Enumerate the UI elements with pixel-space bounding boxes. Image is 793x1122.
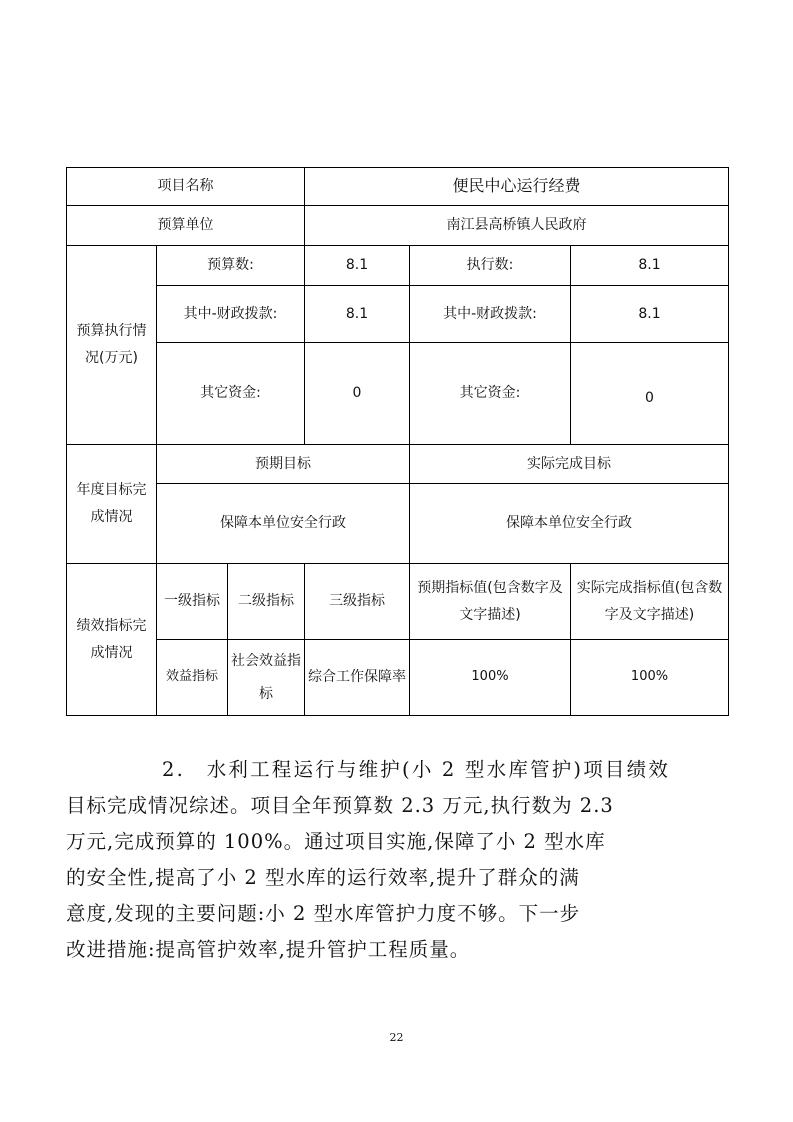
fiscal-label-left: 其中-财政拨款:	[157, 286, 305, 343]
project-summary-paragraph	[66, 752, 682, 968]
budget-unit-value: 南江县高桥镇人民政府	[305, 206, 729, 246]
annual-goal-label-line2: 成情况	[90, 509, 133, 525]
exec-num-label: 执行数:	[410, 246, 571, 286]
expected-value: 100%	[410, 640, 571, 716]
level1-indicator-header: 一级指标	[157, 564, 228, 640]
paragraph-line: 万元,完成预算的 100%。通过项目实施,保障了小 2 型水库	[66, 830, 606, 853]
expected-goal-value: 保障本单位安全行政	[157, 484, 410, 564]
other-funds-value-right: 0	[571, 343, 729, 445]
budget-num-value: 8.1	[305, 246, 410, 286]
fiscal-value-left: 8.1	[305, 286, 410, 343]
level3-indicator-value: 综合工作保障率	[305, 640, 410, 716]
actual-value: 100%	[571, 640, 729, 716]
project-name-label: 项目名称	[67, 168, 305, 206]
other-funds-label-right: 其它资金:	[410, 343, 571, 445]
performance-indicator-label-line2: 成情况	[90, 644, 133, 661]
paragraph-line: 2. 水利工程运行与维护(小 2 型水库管护)项目绩效	[162, 758, 671, 781]
level2-indicator-header: 二级指标	[228, 564, 305, 640]
level3-indicator-header: 三级指标	[305, 564, 410, 640]
level1-indicator-value: 效益指标	[157, 640, 228, 716]
budget-unit-label: 预算单位	[67, 206, 305, 246]
paragraph-line: 意度,发现的主要问题:小 2 型水库管护力度不够。下一步	[66, 902, 581, 925]
fiscal-value-right: 8.1	[571, 286, 729, 343]
performance-indicator-label	[67, 564, 157, 716]
performance-table	[66, 167, 729, 716]
exec-num-value: 8.1	[571, 246, 729, 286]
other-funds-value-left: 0	[305, 343, 410, 445]
budget-execution-label-line2: 况(万元)	[85, 350, 138, 366]
level2-indicator-value: 社会效益指标	[228, 640, 305, 716]
budget-num-label: 预算数:	[157, 246, 305, 286]
actual-value-header: 实际完成指标值(包含数字及文字描述)	[571, 564, 729, 640]
actual-goal-value: 保障本单位安全行政	[410, 484, 729, 564]
project-name-value: 便民中心运行经费	[305, 168, 729, 206]
other-funds-label-left: 其它资金:	[157, 343, 305, 445]
fiscal-label-right: 其中-财政拨款:	[410, 286, 571, 343]
expected-goal-header: 预期目标	[157, 445, 410, 484]
page-number: 22	[389, 1031, 404, 1044]
paragraph-line: 改进措施:提高管护效率,提升管护工程质量。	[66, 938, 471, 961]
expected-value-header: 预期指标值(包含数字及文字描述)	[410, 564, 571, 640]
annual-goal-label	[67, 445, 157, 564]
paragraph-line: 的安全性,提高了小 2 型水库的运行效率,提升了群众的满	[66, 866, 580, 889]
actual-goal-header: 实际完成目标	[410, 445, 729, 484]
paragraph-line: 目标完成情况综述。项目全年预算数 2.3 万元,执行数为 2.3	[66, 794, 614, 817]
annual-goal-label-line1: 年度目标完	[76, 482, 147, 499]
performance-indicator-label-line1: 绩效指标完	[76, 617, 147, 634]
budget-execution-label	[67, 246, 157, 445]
budget-execution-label-line1: 预算执行情	[76, 323, 147, 340]
